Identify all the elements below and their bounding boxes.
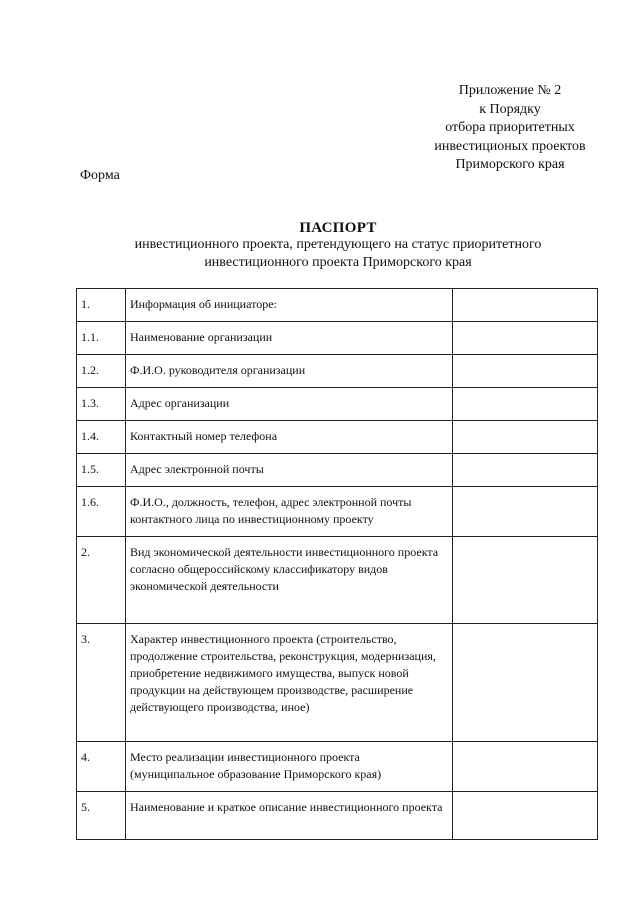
table-row <box>77 487 598 537</box>
row-number: 4. <box>77 742 126 792</box>
row-value-cell[interactable] <box>453 792 598 840</box>
appendix-line: отбора приоритетных <box>445 120 575 135</box>
appendix-line: Приложение № 2 <box>458 83 562 98</box>
document-title: ПАСПОРТ <box>299 220 377 236</box>
row-number: 1.5. <box>77 454 126 487</box>
row-number: 1.3. <box>77 388 126 421</box>
document-subtitle <box>0 236 640 272</box>
row-value-cell[interactable] <box>453 421 598 454</box>
table-row <box>77 537 598 624</box>
row-value-cell[interactable] <box>453 624 598 742</box>
row-label: Адрес электронной почты <box>126 454 453 487</box>
row-label: Ф.И.О. руководителя организации <box>126 355 453 388</box>
row-number: 1.6. <box>77 487 126 537</box>
table-row <box>77 624 598 742</box>
table-row <box>77 792 598 840</box>
row-value-cell[interactable] <box>453 289 598 322</box>
row-number: 1.4. <box>77 421 126 454</box>
row-label: Адрес организации <box>126 388 453 421</box>
table-row <box>77 742 598 792</box>
row-value-cell[interactable] <box>453 388 598 421</box>
table-row <box>77 388 598 421</box>
row-label: Контактный номер телефона <box>126 421 453 454</box>
row-value-cell[interactable] <box>453 537 598 624</box>
subtitle-line: инвестиционного проекта, претендующего на статус приоритетного <box>134 237 542 252</box>
row-label: Наименование организации <box>126 322 453 355</box>
subtitle-line: инвестиционного проекта Приморского края <box>204 255 472 270</box>
appendix-line: к Порядку <box>479 101 541 117</box>
form-label: Форма <box>80 168 120 183</box>
row-value-cell[interactable] <box>453 355 598 388</box>
row-number: 1.1. <box>77 322 126 355</box>
row-label: Информация об инициаторе: <box>126 289 453 322</box>
row-label: Характер инвестиционного проекта (строительство, продолжение строительства, реконструкция, модернизация, приобретение недвижимого имущества, выпуск новой продукции на действующем производстве, расширение действующего производства, иное) <box>126 624 453 742</box>
row-value-cell[interactable] <box>453 742 598 792</box>
row-number: 2. <box>77 537 126 624</box>
row-label: Наименование и краткое описание инвестиционного проекта <box>126 792 453 840</box>
table-row <box>77 355 598 388</box>
row-number: 5. <box>77 792 126 840</box>
table-row <box>77 421 598 454</box>
row-label: Вид экономической деятельности инвестиционного проекта согласно общероссийскому классификатору видов экономической деятельности <box>126 537 453 624</box>
row-value-cell[interactable] <box>453 487 598 537</box>
appendix-line: Приморского края <box>455 157 565 172</box>
row-label: Ф.И.О., должность, телефон, адрес электронной почты контактного лица по инвестиционному проекту <box>126 487 453 537</box>
row-number: 1.2. <box>77 355 126 388</box>
table-row <box>77 454 598 487</box>
table-row <box>77 289 598 322</box>
row-value-cell[interactable] <box>453 322 598 355</box>
row-number: 1. <box>77 289 126 322</box>
table-row <box>77 322 598 355</box>
passport-table <box>76 288 598 840</box>
row-number: 3. <box>77 624 126 742</box>
appendix-header <box>395 82 625 175</box>
appendix-line: инвестиционых проектов <box>434 138 586 154</box>
row-value-cell[interactable] <box>453 454 598 487</box>
row-label: Место реализации инвестиционного проекта (муниципальное образование Приморского края) <box>126 742 453 792</box>
